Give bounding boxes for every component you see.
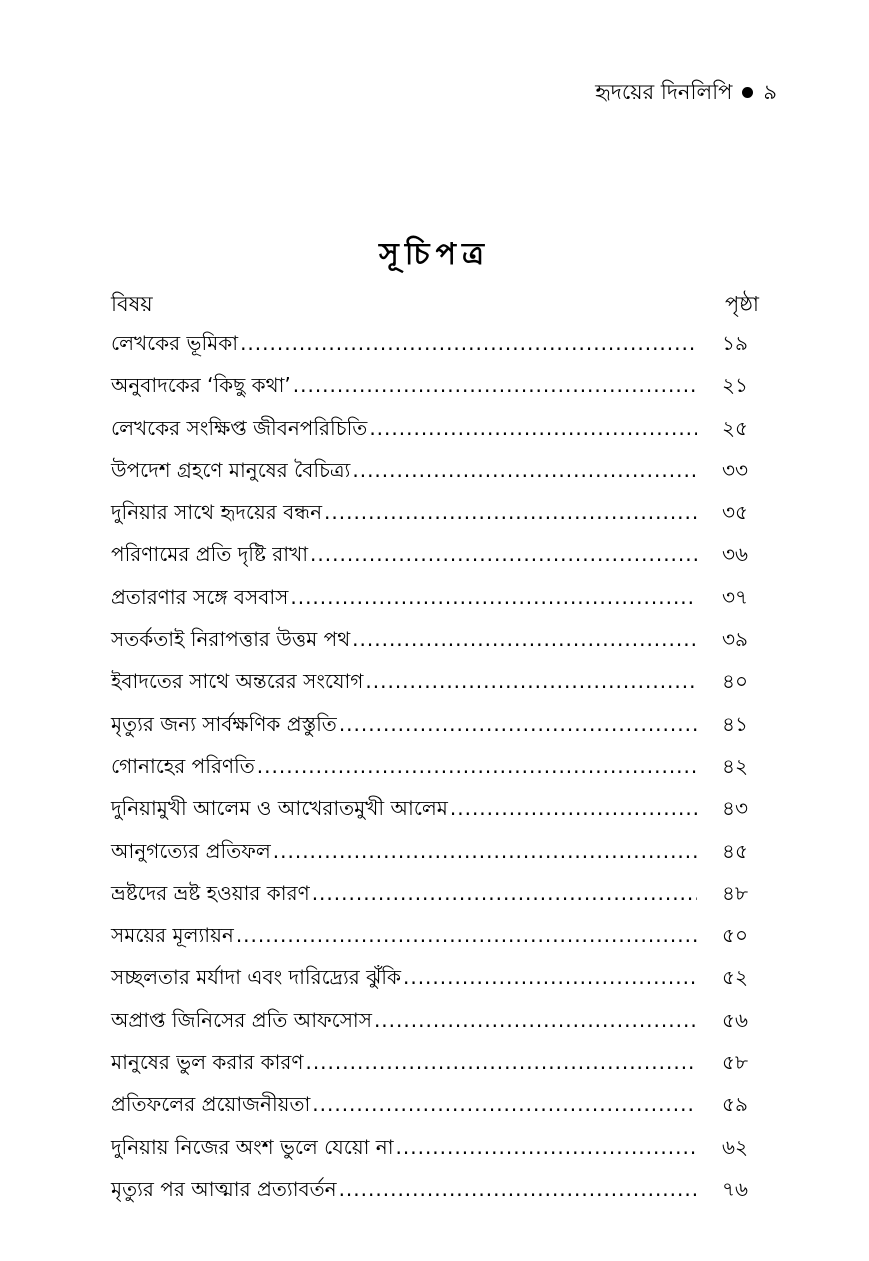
toc-entry bbox=[111, 999, 759, 1041]
toc-entry-title: লেখকের ভূমিকা bbox=[111, 331, 239, 355]
dot-leader bbox=[293, 364, 697, 406]
page-title: সূচিপত্র bbox=[379, 237, 490, 272]
toc-entry-page: ৫৬ bbox=[722, 1007, 748, 1032]
dot-leader bbox=[396, 1126, 697, 1168]
toc-entry-page: ৩৫ bbox=[722, 500, 748, 525]
toc-entry bbox=[111, 914, 759, 956]
toc-entry-title: মৃত্যুর জন্য সার্বক্ষণিক প্রস্তুতি bbox=[111, 711, 337, 736]
toc-entry-page: ৩৬ bbox=[721, 542, 748, 567]
toc-entry bbox=[111, 1083, 759, 1125]
toc-entry bbox=[111, 576, 759, 618]
toc-entry bbox=[111, 1168, 759, 1210]
toc-entry-page: ৫৯ bbox=[722, 1092, 748, 1117]
dot-leader bbox=[240, 322, 697, 364]
page-number: ৯ bbox=[763, 80, 777, 104]
toc-entry-page: ৪০ bbox=[722, 669, 748, 694]
toc-entry-page: ৫২ bbox=[722, 965, 748, 990]
toc-entry bbox=[111, 449, 759, 491]
dot-leader bbox=[369, 407, 697, 449]
toc-entry-page: ৬২ bbox=[721, 1134, 748, 1159]
toc-entry-title: দুনিয়ামুখী আলেম ও আখেরাতমুখী আলেম bbox=[111, 796, 448, 821]
toc-entry bbox=[111, 618, 759, 660]
dot-leader bbox=[273, 830, 697, 872]
dot-leader bbox=[312, 872, 697, 914]
toc-entry-title: দুনিয়ার সাথে হৃদয়ের বন্ধন bbox=[111, 500, 323, 525]
toc-entry-page: ৭৬ bbox=[721, 1176, 748, 1201]
toc-entry bbox=[111, 1126, 759, 1168]
running-header bbox=[595, 82, 777, 103]
toc-entry bbox=[111, 787, 759, 829]
dot-leader bbox=[312, 1083, 697, 1125]
toc-entry bbox=[111, 745, 759, 787]
dot-leader bbox=[339, 1168, 697, 1210]
toc-entry-page: ৪৫ bbox=[722, 838, 748, 863]
bullet-icon bbox=[742, 87, 753, 98]
toc-entry bbox=[111, 407, 759, 449]
toc-entry-title: সতর্কতাই নিরাপত্তার উত্তম পথ bbox=[111, 627, 351, 652]
dot-leader bbox=[374, 999, 697, 1041]
dot-leader bbox=[352, 618, 697, 660]
dot-leader bbox=[365, 660, 697, 702]
book-title: হৃদয়ের দিনলিপি bbox=[595, 80, 733, 104]
toc-entry-title: অনুবাদকের ‘কিছু কথা’ bbox=[111, 373, 291, 398]
dot-leader bbox=[450, 787, 697, 829]
toc-column-headers bbox=[111, 288, 759, 323]
toc-entry-title: পরিণামের প্রতি দৃষ্টি রাখা bbox=[111, 542, 309, 567]
toc-entry-title: সচ্ছলতার মর্যাদা এবং দারিদ্র্যের ঝুঁকি bbox=[111, 965, 401, 990]
toc-entry-title: প্রতিফলের প্রয়োজনীয়তা bbox=[111, 1092, 311, 1117]
page-column-header: পৃষ্ঠা bbox=[724, 292, 759, 316]
toc-entry-title: গোনাহের পরিণতি bbox=[111, 753, 255, 778]
toc-entry bbox=[111, 703, 759, 745]
toc-entry-title: মৃত্যুর পর আত্মার প্রত্যাবর্তন bbox=[111, 1176, 337, 1201]
toc-entry-title: প্রতারণার সঙ্গে বসবাস bbox=[111, 584, 289, 609]
dot-leader bbox=[339, 703, 697, 745]
toc-entry bbox=[111, 491, 759, 533]
dot-leader bbox=[310, 533, 697, 575]
toc-entry-page: ৩৩ bbox=[721, 457, 748, 482]
dot-leader bbox=[236, 914, 697, 956]
toc-entry-page: ৩৯ bbox=[722, 627, 748, 652]
toc-entry-title: উপদেশ গ্রহণে মানুষের বৈচিত্র্য bbox=[111, 457, 351, 482]
subject-column-header: বিষয় bbox=[111, 292, 153, 316]
toc-entry-title: লেখকের সংক্ষিপ্ত জীবনপরিচিতি bbox=[111, 415, 368, 440]
toc-entry-title: অপ্রাপ্ত জিনিসের প্রতি আফসোস bbox=[111, 1007, 372, 1032]
toc-entry-title: ইবাদতের সাথে অন্তরের সংযোগ bbox=[111, 669, 364, 694]
toc-entry-page: ৪৩ bbox=[722, 796, 748, 821]
dot-leader bbox=[352, 449, 697, 491]
toc-entry bbox=[111, 1041, 759, 1083]
toc-entry-title: আনুগত্যের প্রতিফল bbox=[111, 838, 271, 863]
toc-entry-title: মানুষের ভুল করার কারণ bbox=[111, 1050, 304, 1075]
toc-entry bbox=[111, 660, 759, 702]
toc-entry-page: ৫৮ bbox=[722, 1050, 748, 1075]
dot-leader bbox=[305, 1041, 697, 1083]
toc-entry bbox=[111, 872, 759, 914]
toc-entry-title: দুনিয়ায় নিজের অংশ ভুলে যেয়ো না bbox=[111, 1134, 394, 1159]
dot-leader bbox=[324, 491, 697, 533]
toc-entry bbox=[111, 956, 759, 998]
toc-entry-page: ২৫ bbox=[722, 415, 748, 440]
toc-entry-page: ৪২ bbox=[722, 753, 748, 778]
toc-entry-title: সময়ের মূল্যায়ন bbox=[111, 923, 234, 948]
dot-leader bbox=[290, 576, 697, 618]
dot-leader bbox=[403, 956, 697, 998]
toc-entry-page: ৪১ bbox=[722, 711, 748, 736]
toc-entry bbox=[111, 322, 759, 364]
toc-entry-page: ৫০ bbox=[722, 923, 748, 948]
toc-entry-page: ১৯ bbox=[722, 331, 748, 355]
toc-entry bbox=[111, 533, 759, 575]
table-of-contents bbox=[111, 322, 759, 1210]
toc-entry-page: ৪৮ bbox=[722, 880, 748, 905]
toc-entry bbox=[111, 364, 759, 406]
toc-entry-page: ২১ bbox=[722, 373, 748, 398]
toc-entry bbox=[111, 830, 759, 872]
toc-entry-page: ৩৭ bbox=[721, 584, 748, 609]
dot-leader bbox=[257, 745, 697, 787]
toc-entry-title: ভ্রষ্টদের ভ্রষ্ট হওয়ার কারণ bbox=[111, 880, 310, 905]
